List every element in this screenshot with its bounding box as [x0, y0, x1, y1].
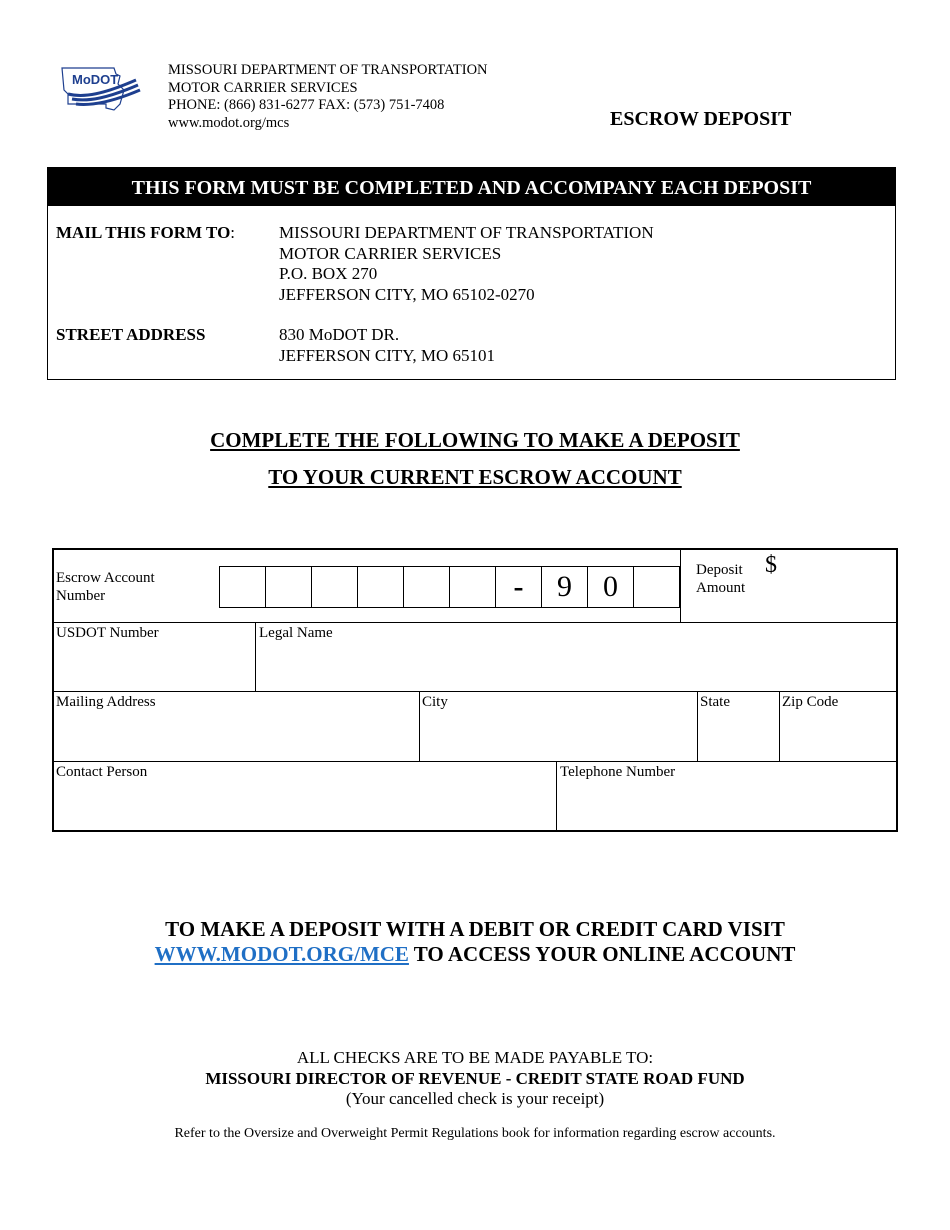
agency-website[interactable]: www.modot.org/mcs [168, 114, 290, 131]
column-divider [419, 691, 420, 761]
payment-instructions [0, 1048, 950, 1110]
form-title: ESCROW DEPOSIT [610, 108, 792, 130]
column-divider [255, 622, 256, 691]
contact-person-field[interactable] [56, 783, 553, 828]
modot-logo [58, 64, 142, 112]
account-digit-box[interactable] [312, 567, 358, 607]
agency-name: MISSOURI DEPARTMENT OF TRANSPORTATION [168, 62, 488, 78]
column-divider [779, 691, 780, 761]
account-digit-box[interactable] [220, 567, 266, 607]
row-divider [53, 691, 897, 692]
street-address-label: STREET ADDRESS [56, 325, 206, 344]
card-deposit-notice [0, 917, 950, 967]
legal-name-field[interactable] [259, 644, 893, 688]
state-field[interactable] [700, 713, 776, 758]
account-digit-box[interactable] [266, 567, 312, 607]
deposit-amount-field[interactable] [785, 556, 893, 616]
mail-address-line: JEFFERSON CITY, MO 65102-0270 [279, 284, 535, 304]
mail-address-line: MISSOURI DEPARTMENT OF TRANSPORTATION [279, 223, 654, 242]
account-digit-box[interactable] [634, 567, 680, 607]
dollar-sign: $ [765, 552, 777, 578]
account-digit-box: 9 [542, 567, 588, 607]
mailing-address-field[interactable] [56, 713, 416, 758]
telephone-number-field[interactable] [560, 783, 893, 828]
zip-code-label: Zip Code [782, 694, 839, 710]
usdot-number-label: USDOT Number [56, 625, 159, 641]
deposit-heading-line2: TO YOUR CURRENT ESCROW ACCOUNT [268, 465, 682, 489]
account-digit-box: 0 [588, 567, 634, 607]
escrow-account-label: Escrow Account Number [56, 570, 155, 604]
zip-code-field[interactable] [782, 713, 893, 758]
street-address-line: 830 MoDOT DR. [279, 325, 400, 344]
payable-to-line: ALL CHECKS ARE TO BE MADE PAYABLE TO: [296, 1048, 654, 1067]
mailing-address-label: Mailing Address [56, 694, 156, 710]
street-address-line: JEFFERSON CITY, MO 65101 [279, 345, 496, 365]
agency-contact-block [168, 62, 488, 132]
mail-address-line: P.O. BOX 270 [279, 264, 378, 283]
escrow-account-number-input[interactable] [219, 566, 680, 608]
instruction-banner: THIS FORM MUST BE COMPLETED AND ACCOMPANY EACH DEPOSIT [48, 168, 895, 206]
online-account-link[interactable]: WWW.MODOT.ORG/MCE [154, 942, 409, 966]
logo-text: MoDOT [72, 72, 119, 87]
missouri-state-logo-icon [58, 64, 142, 112]
state-label: State [700, 694, 730, 710]
mail-to-address [279, 223, 654, 305]
telephone-number-label: Telephone Number [560, 764, 676, 780]
legal-name-label: Legal Name [259, 625, 333, 641]
account-dash-box: - [496, 567, 542, 607]
mail-address-line: MOTOR CARRIER SERVICES [279, 243, 502, 263]
contact-person-label: Contact Person [56, 764, 148, 780]
city-field[interactable] [422, 713, 694, 758]
column-divider [697, 691, 698, 761]
account-digit-box[interactable] [404, 567, 450, 607]
column-divider [556, 761, 557, 831]
account-digit-box[interactable] [358, 567, 404, 607]
card-notice-line1: TO MAKE A DEPOSIT WITH A DEBIT OR CREDIT CARD VISIT [165, 917, 785, 941]
regulations-footnote: Refer to the Oversize and Overweight Permit Regulations book for information regarding escrow accounts. [174, 1126, 776, 1141]
city-label: City [422, 694, 448, 710]
column-divider [680, 549, 681, 622]
receipt-note: (Your cancelled check is your receipt) [345, 1089, 605, 1108]
row-divider [53, 761, 897, 762]
street-address [279, 325, 495, 366]
account-digit-box[interactable] [450, 567, 496, 607]
card-notice-line2: WWW.MODOT.ORG/MCE TO ACCESS YOUR ONLINE ACCOUNT [154, 942, 796, 966]
payee-name: MISSOURI DIRECTOR OF REVENUE - CREDIT STATE ROAD FUND [205, 1068, 745, 1088]
usdot-number-field[interactable] [56, 644, 251, 688]
agency-division: MOTOR CARRIER SERVICES [168, 79, 358, 96]
agency-phone-fax: PHONE: (866) 831-6277 FAX: (573) 751-7408 [168, 97, 445, 113]
row-divider [53, 622, 897, 623]
deposit-amount-label: Deposit Amount [696, 562, 746, 596]
mail-to-label: MAIL THIS FORM TO: [56, 223, 236, 242]
deposit-heading-line1: COMPLETE THE FOLLOWING TO MAKE A DEPOSIT [210, 428, 740, 452]
